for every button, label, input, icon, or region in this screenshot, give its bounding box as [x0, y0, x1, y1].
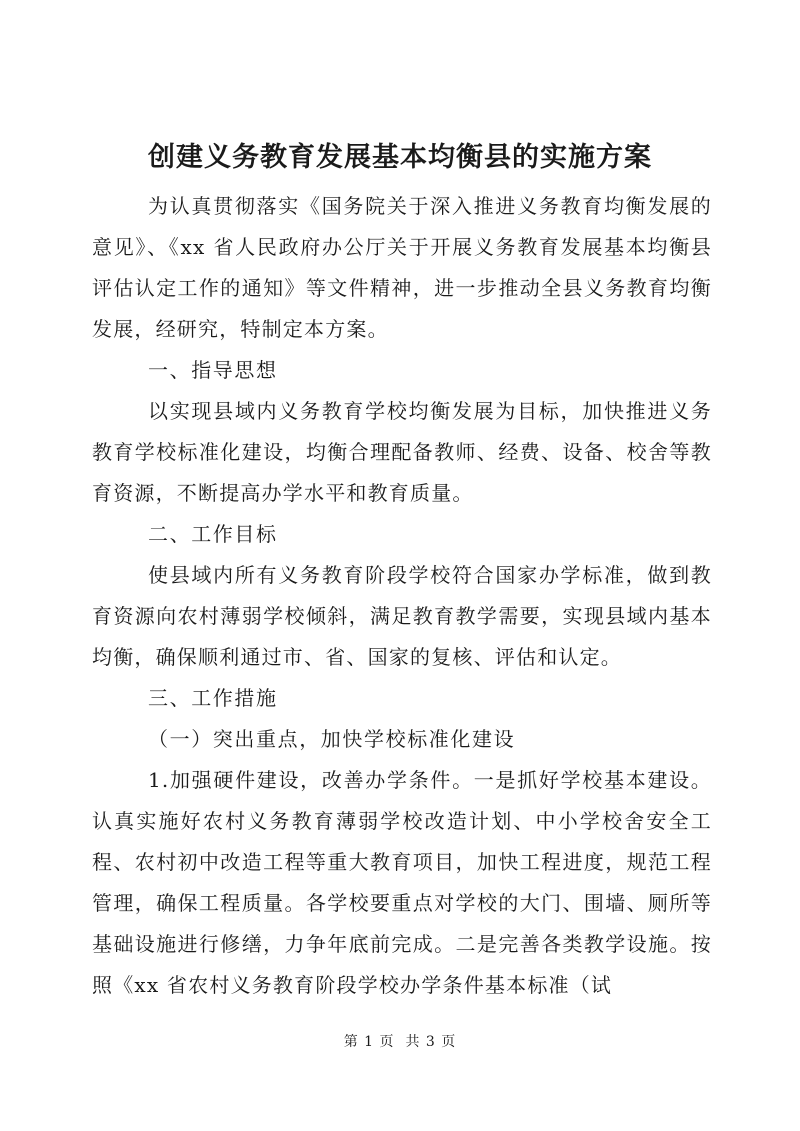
paragraph-intro: 为认真贯彻落实《国务院关于深入推进义务教育均衡发展的意见》、《xx 省人民政府办公厅关于开展义务教育发展基本均衡县评估认定工作的通知》等文件精神，进一步推动全县义务教育均衡发展，经研究，特制定本方案。 [92, 194, 712, 341]
paragraph-work-goals: 使县域内所有义务教育阶段学校符合国家办学标准，做到教育资源向农村薄弱学校倾斜，满足教育教学需要，实现县域内基本均衡，确保顺利通过市、省、国家的复核、评估和认定。 [92, 563, 712, 669]
section-heading-work-goals: 二、工作目标 [148, 522, 278, 546]
subsection-heading-standardization: （一）突出重点，加快学校标准化建设 [148, 727, 516, 751]
paragraph-hardware-construction: 1.加强硬件建设，改善办学条件。一是抓好学校基本建设。认真实施好农村义务教育薄弱学校改造计划、中小学校舍安全工程、农村初中改造工程等重大教育项目，加快工程进度，规范工程管理，确保工程质量。各学校要重点对学校的大门、围墙、厕所等基础设施进行修缮，力争年底前完成。二是完善各类教学设施。按照《xx 省农村义务教育阶段学校办学条件基本标准（试 [92, 768, 712, 997]
paragraph-guiding-ideology: 以实现县域内义务教育学校均衡发展为目标，加快推进义务教育学校标准化建设，均衡合理配备教师、经费、设备、校舍等教育资源，不断提高办学水平和教育质量。 [92, 399, 712, 505]
document-body [92, 186, 712, 1006]
page-footer [0, 1032, 800, 1052]
section-heading-work-measures: 三、工作措施 [148, 686, 278, 710]
section-heading-guiding-ideology: 一、指导思想 [148, 358, 278, 382]
page-number-label: 第 1 页 共 3 页 [343, 1034, 457, 1050]
document-title: 创建义务教育发展基本均衡县的实施方案 [148, 142, 652, 173]
